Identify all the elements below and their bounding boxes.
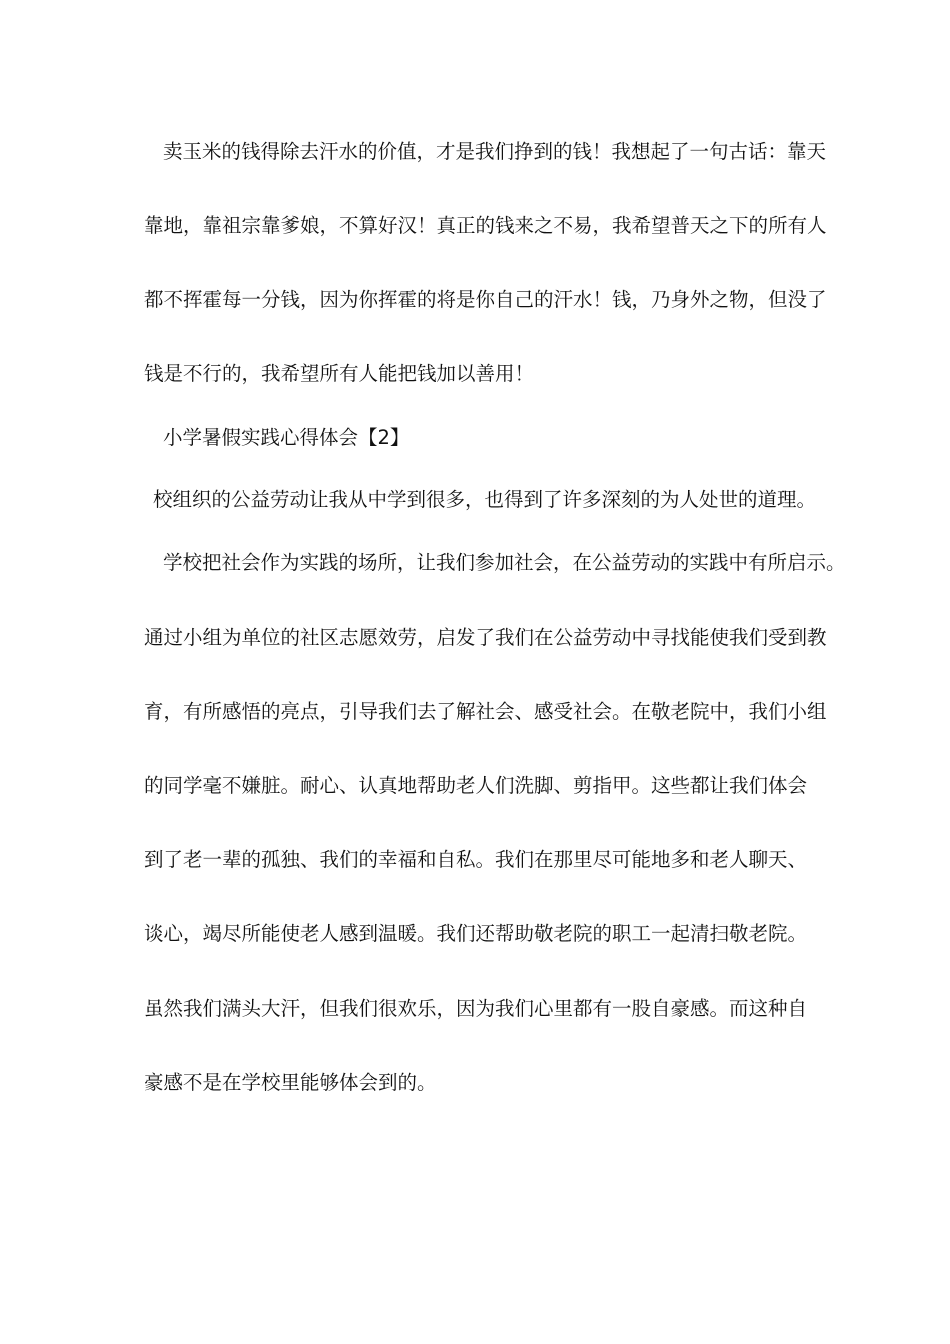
- paragraph-line: 都不挥霍每一分钱，因为你挥霍的将是你自己的汗水！钱，乃身外之物，但没了: [144, 288, 827, 311]
- paragraph-line: 靠地，靠祖宗靠爹娘，不算好汉！真正的钱来之不易，我希望普天之下的所有人: [144, 214, 827, 237]
- paragraph-line: 到了老一辈的孤独、我们的幸福和自私。我们在那里尽可能地多和老人聊天、: [144, 848, 808, 871]
- paragraph-line: 钱是不行的，我希望所有人能把钱加以善用！: [144, 362, 535, 385]
- paragraph-line: 学校把社会作为实践的场所，让我们参加社会，在公益劳动的实践中有所启示。: [163, 551, 846, 574]
- paragraph-line: 谈心，竭尽所能使老人感到温暖。我们还帮助敬老院的职工一起清扫敬老院。: [144, 922, 808, 945]
- paragraph-line: 卖玉米的钱得除去汗水的价值，才是我们挣到的钱！我想起了一句古话：靠天: [163, 140, 827, 163]
- paragraph-line: 通过小组为单位的社区志愿效劳，启发了我们在公益劳动中寻找能使我们受到教: [144, 626, 827, 649]
- intro-line: 校组织的公益劳动让我从中学到很多，也得到了许多深刻的为人处世的道理。: [153, 488, 817, 511]
- paragraph-line: 的同学毫不嫌脏。耐心、认真地帮助老人们洗脚、剪指甲。这些都让我们体会: [144, 774, 808, 797]
- paragraph-line: 虽然我们满头大汗，但我们很欢乐，因为我们心里都有一股自豪感。而这种自: [144, 997, 808, 1020]
- paragraph-line: 豪感不是在学校里能够体会到的。: [144, 1071, 437, 1094]
- section-heading: 小学暑假实践心得体会【2】: [163, 426, 410, 449]
- paragraph-line: 育，有所感悟的亮点，引导我们去了解社会、感受社会。在敬老院中，我们小组: [144, 700, 827, 723]
